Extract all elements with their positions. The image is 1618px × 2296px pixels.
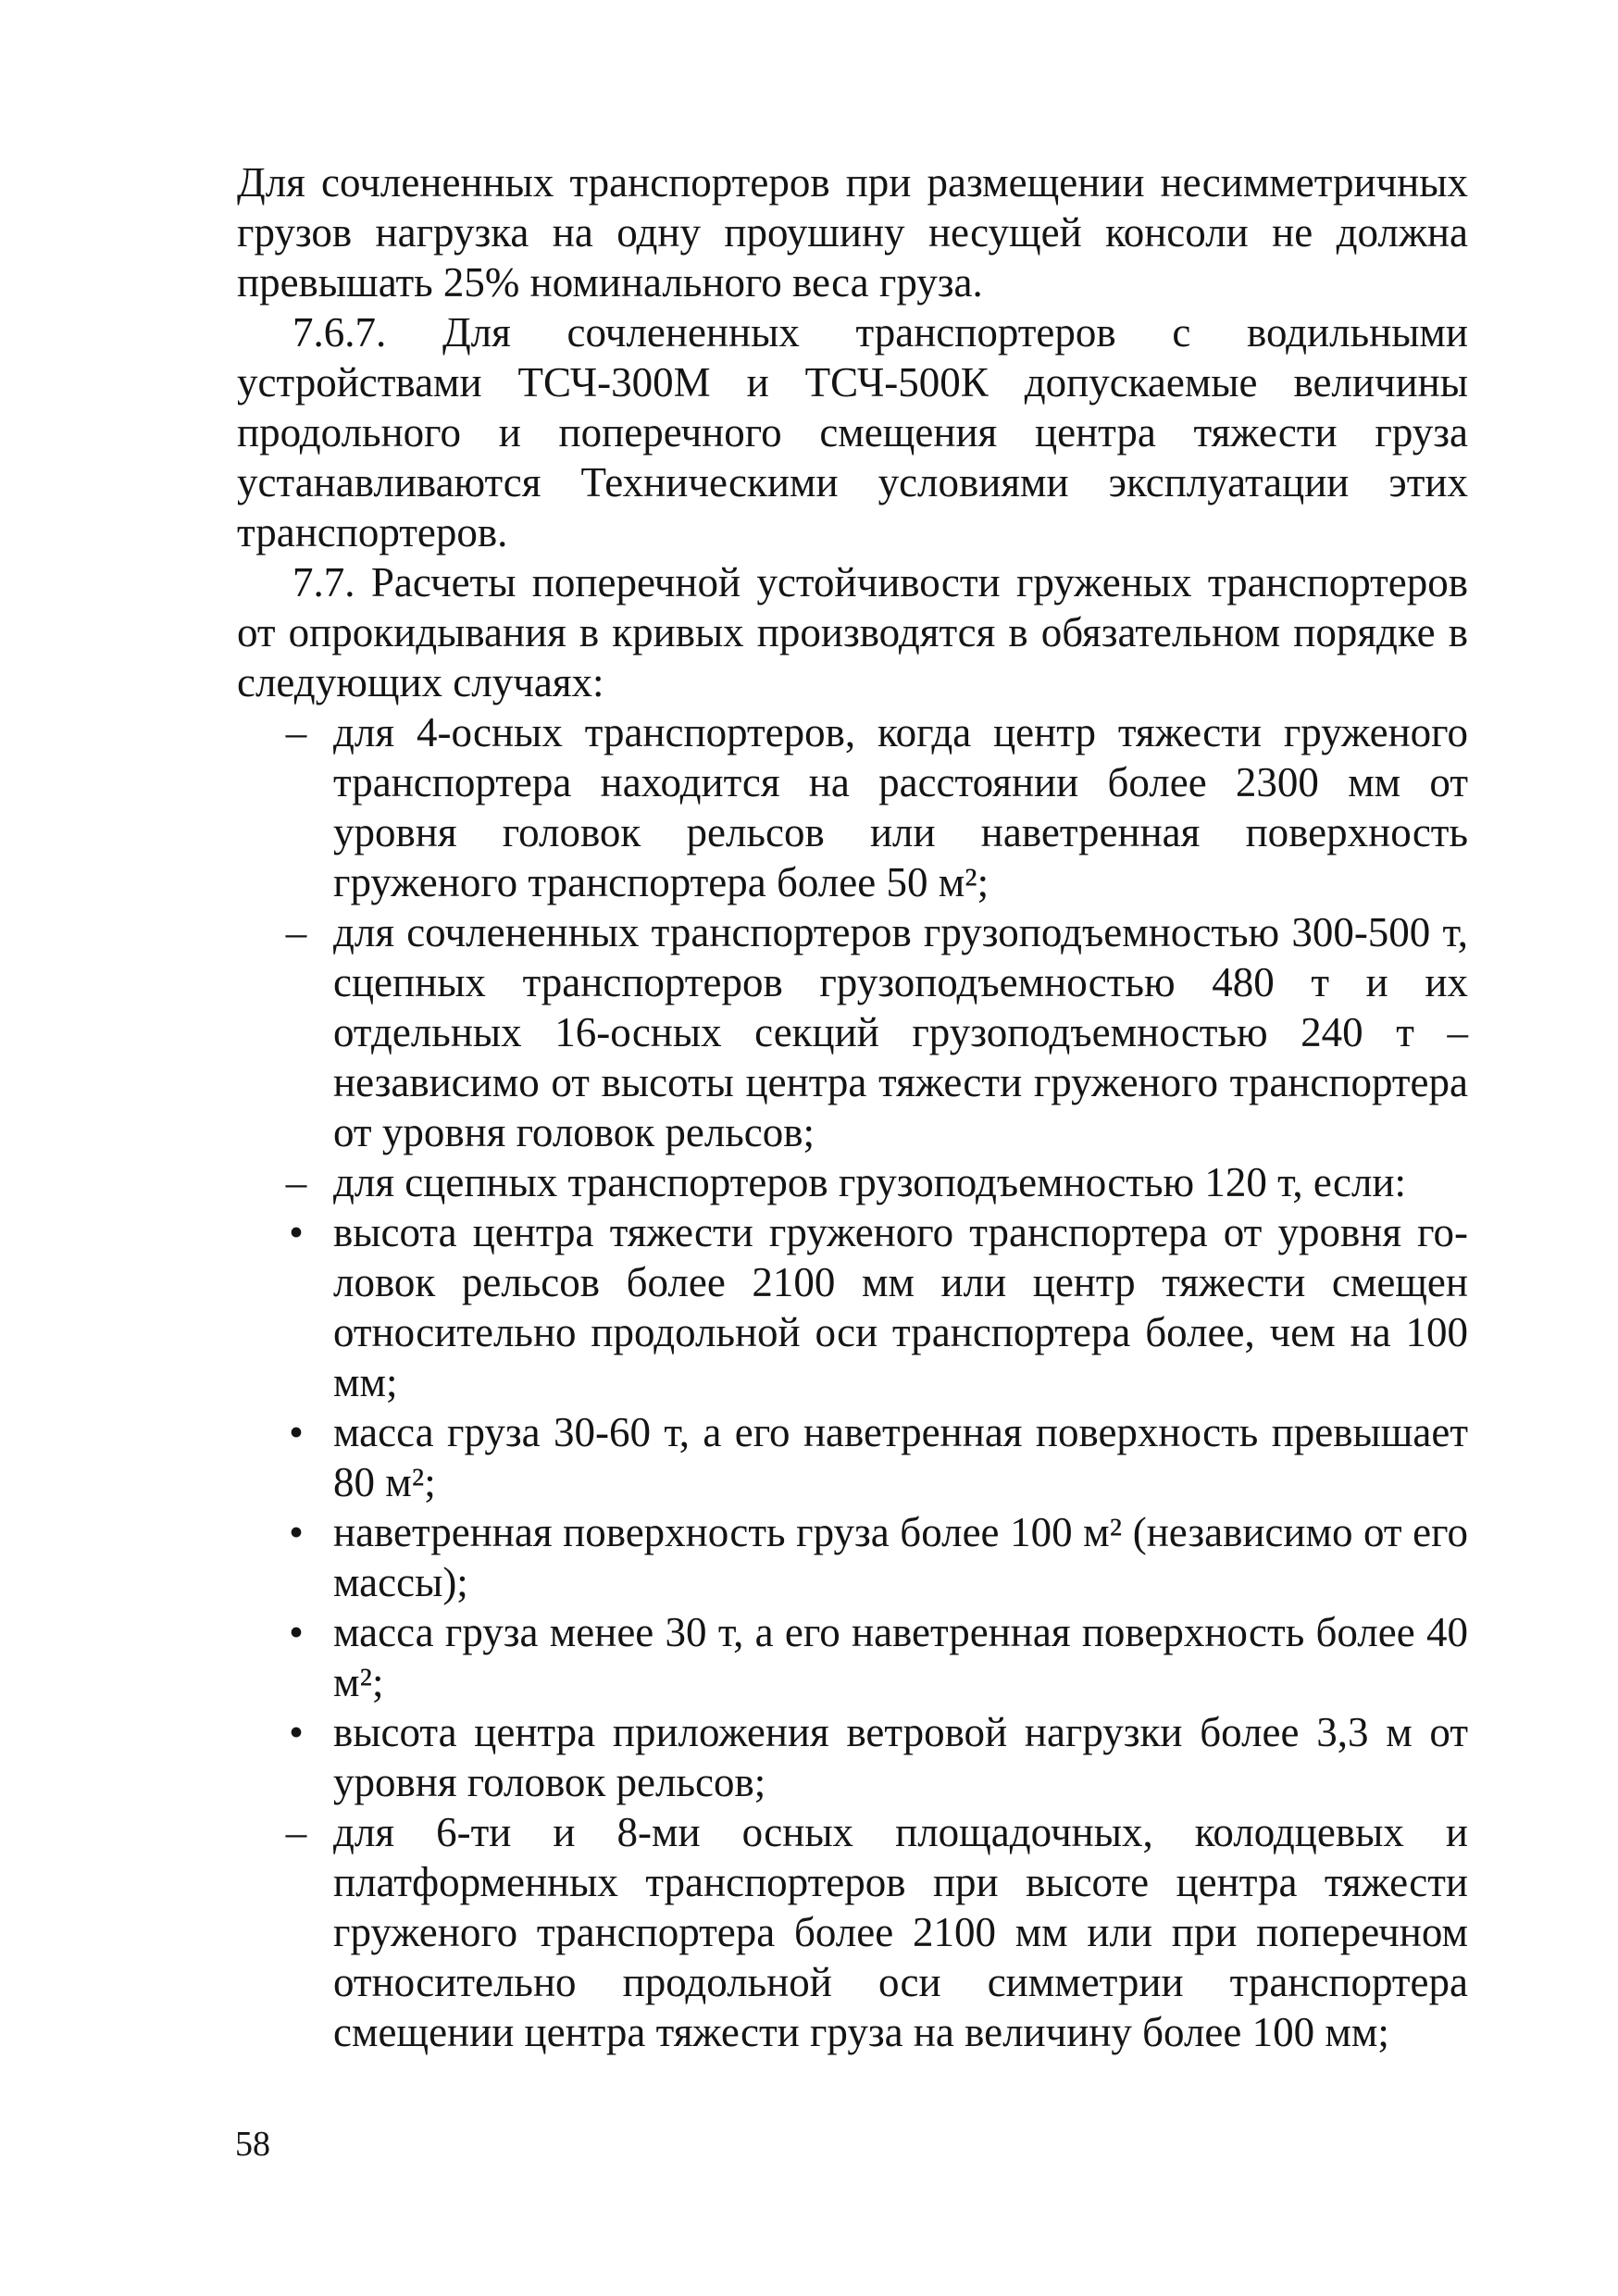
list-item xyxy=(237,1507,1468,1607)
dash-marker: – xyxy=(285,709,307,755)
list-item-text: для сцепных транспортеров грузоподъемностью 120 т, если: xyxy=(333,1159,1406,1205)
dash-marker: – xyxy=(285,1159,307,1205)
dash-marker: – xyxy=(285,909,307,955)
page-number: 58 xyxy=(235,2125,270,2164)
list-item xyxy=(237,907,1468,1157)
list-item xyxy=(237,1207,1468,1407)
bullet-marker: • xyxy=(289,1609,304,1655)
paragraph-intro: Для сочлененных транспортеров при размещении несимметричных грузов нагрузка на одну проушину несущей консоли не должна превышать 25% номинального веса груза. xyxy=(237,159,1468,306)
list-item-text: для 6-ти и 8-ми осных площадочных, колодцевых и платформенных транспортеров при высоте центра тяжести груженого транспортера более 2100 мм или при поперечном относительно продольной оси симметрии транспортера смещении центра тяжести груза на величину более 100 мм; xyxy=(333,1809,1468,2055)
list-item-text: наветренная поверхность груза более 100 м² (независимо от его массы); xyxy=(333,1509,1468,1605)
list-item xyxy=(237,707,1468,907)
bullet-marker: • xyxy=(289,1709,304,1755)
list-item-text: высота центра тяжести груженого транспортера от уровня го-ловок рельсов более 2100 мм или центр тяжести смещен относительно продольной оси транспортера более, чем на 100 мм; xyxy=(333,1209,1468,1405)
list-item xyxy=(237,1607,1468,1707)
list-item-text: масса груза 30-60 т, а его наветренная поверхность превышает 80 м²; xyxy=(333,1409,1468,1505)
bullet-marker: • xyxy=(289,1409,304,1455)
paragraph-7-7: 7.7. Расчеты поперечной устойчивости груженых транспортеров от опрокидывания в кривых производятся в обязательном порядке в следующих случаях: xyxy=(237,559,1468,705)
dash-marker: – xyxy=(285,1809,307,1855)
body-text xyxy=(237,157,1468,2057)
list-item xyxy=(237,1707,1468,1807)
list-item xyxy=(237,1157,1468,1207)
list-item xyxy=(237,1807,1468,2057)
list-item-text: для сочлененных транспортеров грузоподъемностью 300-500 т, сцепных транспортеров грузоподъемностью 480 т и их отдельных 16-осных секций грузоподъемностью 240 т – независимо от высоты центра тяжести груженого транспортера от уровня головок рельсов; xyxy=(333,909,1468,1155)
list-item-text: для 4-осных транспортеров, когда центр тяжести груженого транспортера находится на расстоянии более 2300 мм от уровня головок рельсов или наветренная поверхность груженого транспортера более 50 м²; xyxy=(333,709,1468,905)
list-item-text: масса груза менее 30 т, а его наветренная поверхность более 40 м²; xyxy=(333,1609,1468,1705)
bullet-marker: • xyxy=(289,1509,304,1555)
list-item-text: высота центра приложения ветровой нагрузки более 3,3 м от уровня головок рельсов; xyxy=(333,1709,1468,1805)
conditions-list xyxy=(237,707,1468,2057)
paragraph-7-6-7: 7.6.7. Для сочлененных транспортеров с водильными устройствами ТСЧ-300М и ТСЧ-500К допускаемые величины продольного и поперечного смещения центра тяжести груза устанавливаются Техническими условиями эксплуатации этих транспортеров. xyxy=(237,309,1468,555)
list-item xyxy=(237,1407,1468,1507)
bullet-marker: • xyxy=(289,1209,304,1255)
